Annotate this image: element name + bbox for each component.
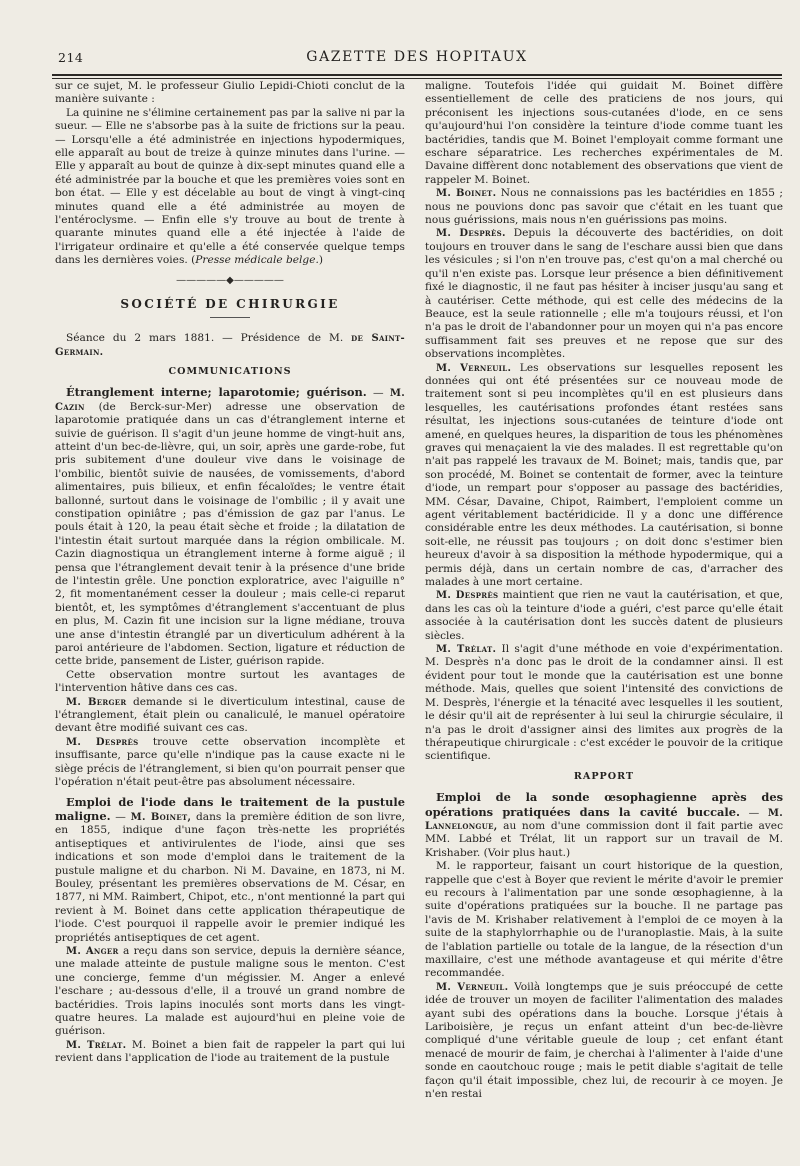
communications-heading: COMMUNICATIONS <box>168 365 292 377</box>
trelat-paragraph-1 <box>55 1039 405 1066</box>
seance-text: Séance du 2 mars 1881. — Présidence de M. <box>66 332 352 345</box>
etranglement-text: (de Berck-sur-Mer) adresse une observation de laparotomie pratiquée dans un cas d'étranglement interne et suivie de guérison. Il s'agit d'un jeune homme de vingt-huit ans, atteint d'un bec-de-lièvre, qui, un soir, après une garde-robe, fut pris subitement d'une douleur vive dans le voisinage de l'ombilic, bientôt suivie de nausées, de vomissements, d'abord alimentaires, puis bilieux, et enfin fécaloïdes; le ventre était ballonné, surtout dans le voisinage de l'ombilic ; il y avait une constipation opiniâtre ; pas d'émission de gaz par l'anus. Le pouls était à 120, la peau était sèche et froide ; la dilatation de l'intestin était surtout marquée dans la région ombilicale. M. Cazin diagnostiqua un étranglement interne à forme aiguë ; il pensa que l'étranglement devait tenir à la présence d'une bride de l'intestin grêle. Une ponction exploratrice, avec l'aiguille n° 2, fit momentanément cesser la douleur ; mais celle-ci reparut bientôt, et, les symptômes d'étranglement s'accentuant de plus en plus, M. Cazin fit une incision sur la ligne médiane, trouva une anse d'intestin étranglé par un diverticulum adhérent à la paroi antérieure de l'abdomen. Section, ligature et réduction de cette bride, pansement de Lister, guérison rapide. <box>55 400 405 668</box>
despres-paragraph-2 <box>425 227 783 361</box>
author-lannelongue: M. Lannelongue, <box>425 807 783 832</box>
iode-title: Emploi de l'iode dans le traitement de la pustule maligne. <box>55 794 405 823</box>
rapporteur-paragraph: M. le rapporteur, faisant un court historique de la question, rappelle que c'est à Boyer que revient le mérite d'avoir le premier eu recours à l'alimentation par une sonde œsophagienne, à la suite d'opérations pratiquées sur la bouche. Il ne partage pas l'avis de M. Krishaber relativement à l'emploi de ce moyen à la suite de la staphylorrhaphie ou de l'uranoplastie. Mais, à la suite de l'ablation partielle ou totale de la langue, de la résection d'un maxillaire, c'est une méthode avantageuse et qui mérite d'être recommandée. <box>425 860 783 980</box>
boinet-text: Nous ne connaissions pas les bactéridies en 1855 ; nous ne pouvions donc pas savoir que c'était en les tuant que nous guérissions, mais nous n'en guérissions pas moins. <box>425 187 783 227</box>
etranglement-paragraph <box>55 386 405 669</box>
rapport-heading: RAPPORT <box>573 770 635 782</box>
header-rule-thick <box>52 74 782 76</box>
sonde-paragraph <box>425 791 783 860</box>
header-rule-thin <box>52 78 782 79</box>
despres-text-1: trouve cette observation incomplète et insuffisante, parce qu'elle n'indique pas la cause exacte ni le siège précis de l'étranglement, si bien qu'on pourrait penser que l'opération n'était peut-être pas absolument nécessaire. <box>55 735 405 789</box>
verneuil-paragraph-1 <box>425 362 783 590</box>
journal-title: GAZETTE DES HOPITAUX <box>306 49 528 65</box>
iode-dash: — <box>110 810 131 823</box>
quinine-text: La quinine ne s'élimine certainement pas par la salive ni par la sueur. — Elle ne s'absorbe pas à la suite de frictions sur la peau. — Lorsqu'elle a été administrée en injections hypodermiques, elle apparaît au bout de treize à quinze minutes dans l'urine. — Elle y apparaît au bout de quinze à dix-sept minutes quand elle a été administrée par la bouche et que les premières voies sont en bon état. — Elle y est décelable au bout de vingt à vingt-cinq minutes quand elle a été administrée au moyen de l'entéroclysme. — Enfin elle s'y trouve au bout de trente à quarante minutes quand elle a été injectée à l'aide de l'irrigateur ordinaire et qu'elle a été conservée quelque temps dans les dernières voies. ( <box>55 106 405 267</box>
speaker-trelat-1: M. Trélat. <box>66 1039 127 1051</box>
berger-text: demande si le diverticulum intestinal, cause de l'étranglement, était plein ou canaliculé, le manuel opératoire devant être modifié suivant ces cas. <box>55 695 405 735</box>
author-boinet: M. Boinet, <box>130 811 192 823</box>
page-header <box>52 36 782 76</box>
speaker-verneuil-2: M. Verneuil. <box>436 981 509 993</box>
sonde-title: Emploi de la sonde œsophagienne après des opérations pratiquées dans la cavité buccale. <box>425 790 783 819</box>
speaker-verneuil-1: M. Verneuil. <box>436 362 512 374</box>
trelat-paragraph-2 <box>425 643 783 764</box>
boinet-paragraph <box>425 187 783 227</box>
seance-president: de Saint-Germain. <box>55 333 405 358</box>
etranglement-dash: — <box>366 387 390 400</box>
sonde-text: au nom d'une commission dont il fait partie avec MM. Labbé et Trélat, lit un rapport sur un travail de M. Krishaber. (Voir plus haut.) <box>425 819 783 859</box>
page-number: 214 <box>58 50 84 65</box>
anger-paragraph <box>55 945 405 1039</box>
intro-paragraph: sur ce sujet, M. le professeur Giulio Lepidi-Chioti conclut de la manière suivante : <box>55 80 405 106</box>
etranglement-title: Étranglement interne; laparotomie; guérison. <box>66 385 367 400</box>
author-cazin: M. Cazin <box>55 388 405 413</box>
speaker-anger: M. Anger <box>66 945 119 957</box>
source-citation: Presse médicale belge. <box>195 254 319 267</box>
ornament-divider: —————◆————— <box>176 274 284 286</box>
speaker-despres-2: M. Desprès. <box>436 228 506 240</box>
speaker-despres-3: M. Desprès <box>436 590 499 602</box>
despres-paragraph-3 <box>425 589 783 643</box>
trelat-text-1: M. Boinet a bien fait de rappeler la part qui lui revient dans l'application de l'iode au traitement de la pustule <box>55 1038 405 1065</box>
verneuil-paragraph-2 <box>425 981 783 1102</box>
berger-paragraph <box>55 696 405 736</box>
continuation-paragraph: maligne. Toutefois l'idée qui guidait M. Boinet diffère essentiellement de celle des praticiens de nos jours, qui préconisent les injections sous-cutanées d'iode, en ce sens qu'aujourd'hui l'on considère la teinture d'iode comme tuant les bactéridies, tandis que M. Boinet l'employait comme formant une eschare séparatrice. Les recherches expérimentales de M. Davaine diffèrent donc notablement des observations que vient de rappeler M. Boinet. <box>425 80 783 186</box>
anger-text: a reçu dans son service, depuis la dernière séance, une malade atteinte de pustule maligne sous le menton. C'est une concierge, femme d'un mégissier. M. Anger a enlevé l'eschare ; au-dessous d'elle, il a trouvé un grand nombre de bactéridies. Trois lapins inoculés sont morts dans les vingt-quatre heures. La malade est aujourd'hui en pleine voie de guérison. <box>55 944 405 1038</box>
speaker-despres-1: M. Desprès <box>66 736 139 748</box>
trelat-text-2: Il s'agit d'une méthode en voie d'expérimentation. M. Desprès n'a donc pas le droit de la condamner ainsi. Il est évident pour tout le monde que la cautérisation est une bonne méthode. Mais, quelles que soient l'intensité des convictions de M. Desprès, l'énergie et la ténacité avec lesquelles il les soutient, le désir qu'il ait de représenter à lui seul la chirurgie séculaire, il n'a pas le droit d'assigner ainsi des limites aux progrès de la thérapeutique chirurgicale : c'est excéder le pouvoir de la critique scientifique. <box>425 643 783 763</box>
quinine-paragraph <box>55 107 405 268</box>
left-column <box>55 80 405 1160</box>
despres-text-3: maintient que rien ne vaut la cautérisation, et que, dans les cas où la teinture d'iode a guéri, c'est parce qu'elle était associée à la cautérisation dont les succès datent de plusieurs siècles. <box>425 589 783 642</box>
source-close: ) <box>318 254 323 267</box>
despres-paragraph-1 <box>55 736 405 790</box>
speaker-trelat-2: M. Trélat. <box>436 644 497 656</box>
etranglement-conclusion: Cette observation montre surtout les avantages de l'intervention hâtive dans ces cas. <box>55 668 405 695</box>
verneuil-text-1: Les observations sur lesquelles reposent les données qui ont été présentées sur ce nouveau mode de traitement sont si peu incomplètes qu'il en est plusieurs dans lesquelles, les cautérisations profondes étant restées sans résultat, les injections sous-cutanées de teinture d'iode ont amené, en quelques heures, la disparition de tous les phénomènes graves qui menaçaient la vie des malades. Il est regrettable qu'on n'ait pas rappelé les travaux de M. Boinet; mais, tandis que, par son procédé, M. Boinet se contentait de former, avec la teinture d'iode, un rempart pour s'opposer au passage des bactéridies, MM. César, Davaine, Chipot, Raimbert, l'emploient comme un agent véritablement bactéridicide. Il y a donc une différence considérable entre les deux méthodes. La cautérisation, si bonne soit-elle, ne réussit pas toujours ; on doit donc s'estimer bien heureux d'avoir à sa disposition la méthode hypodermique, qui a permis déjà, dans un certain nombre de cas, d'arracher des malades à une mort certaine. <box>425 361 783 589</box>
seance-line <box>55 332 405 359</box>
iode-paragraph <box>55 796 405 945</box>
iode-text: dans la première édition de son livre, en 1855, indique d'une façon très-nette les propriétés antiseptiques et antivirulentes de l'iode, ainsi que ses indications et son mode d'emploi dans le traitement de la pustule maligne et du charbon. Ni M. Davaine, en 1873, ni M. Bouley, présentant les premières observations de M. César, en 1877, ni MM. Raimbert, Chipot, etc., n'ont mentionné la part qui revient à M. Boinet dans cette application thérapeutique de l'iode. C'est pourquoi il rappelle avoir le premier indiqué les propriétés antiseptiques de cet agent. <box>55 810 405 944</box>
short-rule <box>210 317 250 318</box>
right-column <box>425 80 783 1160</box>
speaker-berger: M. Berger <box>66 696 127 708</box>
verneuil-text-2: Voilà longtemps que je suis préoccupé de cette idée de trouver un moyen de faciliter l'alimentation des malades ayant subi des opérations dans la bouche. Lorsque j'étais à Lariboisière, je reçus un enfant atteint d'un bec-de-lièvre compliqué d'une véritable gueule de loup ; cet enfant étant menacé de mourir de faim, je cherchai à l'alimenter à l'aide d'une sonde en caoutchouc rouge ; mais le petit diable s'agitait de telle façon qu'il était impossible, chez lui, de recourir à ce moyen. Je n'en restai <box>425 980 783 1101</box>
despres-text-2: Depuis la découverte des bactéridies, on doit toujours en trouver dans le sang de l'eschare aussi bien que dans les vésicules ; si l'on n'en trouve pas, c'est qu'on a mal cherché ou qu'il n'en existe pas. Lorsque leur présence a bien définitivement fixé le diagnostic, il ne faut pas hésiter à inciser jusqu'au sang et à cautériser. Cette méthode, qui est celle des médecins de la Beauce, est la seule rationnelle ; elle m'a toujours réussi, et l'on n'a pas le droit de l'abandonner pour un moyen qui n'a pas encore suffisamment fait ses preuves et ne repose que sur des observations incomplètes. <box>425 227 783 361</box>
sonde-dash: — <box>739 806 768 819</box>
society-title: SOCIÉTÉ DE CHIRURGIE <box>120 296 340 311</box>
speaker-boinet: M. Boinet. <box>436 188 497 200</box>
